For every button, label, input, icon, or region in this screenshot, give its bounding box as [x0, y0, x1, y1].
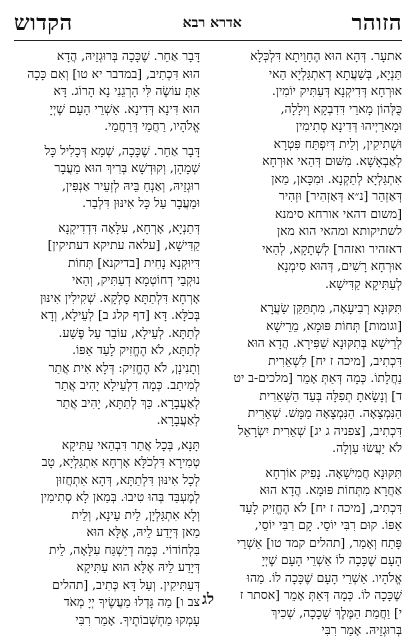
text-line: נוּקְבֵי דְחוֹטְמָא דְעַתִּיק, וְהַאי — [72, 273, 200, 287]
text-line: הַנִּמְצָאָה. הַנִּמְצָאָה מַמָּשׁ. שְׁאֵרִית — [247, 406, 402, 420]
text-line: דְּיָדַע לֵיהּ אֶלָּא הוּא עַתִּיקָא — [76, 560, 200, 574]
running-header — [14, 6, 402, 41]
text-line: כֻּלְּהוֹן מָארֵי דִּדִבְקָא וְיִלָלָה, — [280, 101, 402, 116]
text-line: י] וַחֲמַת הַמֶּלֶךְ שָׁכָכָה, שְׁכִיךְ — [271, 605, 402, 620]
text-line: דִּיוּקְנָא נָחִית [בדיקנא] תְּחוֹת — [67, 255, 200, 270]
text-line: אוּרְחָא רָשִׁים, דְּהוּא סִימְנָא — [277, 259, 402, 273]
left-column — [14, 48, 200, 627]
text-line: בִּלְחוֹדוֹי. כְּמָה דְיַשְׁגַּח עִלָּאָה, לֵית — [48, 542, 200, 557]
text-line: אֱלֹהָיו, רַחֲמֵי דְּרַחֲמֵי. — [104, 119, 200, 133]
section-name: אדרא רבא — [182, 14, 242, 31]
text-line: צב ו] מַה גָּדְלוּ מַעֲשֶׂיךָ יְיָ מְאֹד — [63, 595, 200, 609]
text-line: ד] וְנָשָׂאתָ תְפִלָּה בְּעַד הַשְּׁאֵרִית — [259, 388, 402, 403]
text-line: אִתְגַּלְיָא לְתַקְנָא. וּמִכָּאן, מַאן — [271, 171, 402, 186]
text-line: תָּנָא, בְּכָל אֲתַר דִּבְהַאי עַתִּיקָא — [61, 437, 200, 452]
text-line: וּמָארַיְיהוּ דְּדִינָא סְתִימִין — [295, 119, 402, 133]
text-line: דָּבָר אַחֵר. שֶׁכָּכָה בְּרוּגְזֵיהּ, הֲדָא — [56, 49, 200, 63]
left-column-paragraph — [14, 220, 200, 430]
text-line: לְתַתָּא. לְעֵילָא, עוֹבֵר עַל פֶּשַׁע. — [58, 325, 200, 340]
text-line: וְלָא אִתְגַּלְיָן, לֵית עֵינָא, וְלֵית — [71, 507, 200, 522]
text-line: אָרְחָא דִּלְתַתָּא סָלְקָא. שְׁקִילִין אִינּוּן — [40, 290, 200, 305]
text-line: דִּכְתִיב, [מיכה ז יח] לִשְׁאֵרִית — [268, 353, 402, 368]
text-line: שֶׁכָּכָה לוֹ. כְּמָה דְּאַתְּ אָמֵר [אסתר ז — [239, 588, 402, 602]
text-line: לשתיקותא ומהאי הוא מאן — [276, 224, 402, 238]
text-line: דְּתַנְיָא, אָרְחָא, עִלָּאָה דִּדְדִיקְנָא — [58, 220, 200, 235]
text-line: דְּאַזְהַר [נ״א דְּאַזְהִיר] וּזְהִיר — [278, 189, 402, 203]
text-line: אַפּוֹ. קוּם רִבִּי יוֹסֵי. קָם רִבִּי יוֹסֵי, — [254, 518, 402, 532]
text-line: לְכָל אִינּוּן דִּלְתַתָּא, דְּהָא אִתְחֲזוּן — [55, 472, 200, 487]
text-line: תִּקּוּנָא רְבִיעָאָה, מִתְתַּקַּן שַׂעֲרָא — [260, 301, 402, 315]
text-line: לְאַעֲבָרָא. כַּךְ לְתַתָּא, יָהִיב אֲתַר — [56, 395, 200, 410]
text-line: לְמֶעְבַּד בְּהוּ טִיבוּ. בְּמַאן לָא סְתִימִין — [40, 490, 200, 504]
page-number: לג — [202, 590, 214, 608]
text-line: תִּקּוּנָא חֲמִישָׁאָה. נָפִיק אוֹרְחָא — [265, 465, 402, 480]
text-line: לֹא יַעֲשׂוּ עַוְלָה. — [332, 441, 402, 455]
text-line: אתעָר. דְּהָא הוּא הֶחָוֵיתָא דִּלְכְּלָא — [250, 49, 402, 63]
text-line: הוּא דִּינָא דְּדִינָא. אַשְׁרֵי הָעָם שֶׁיְיָ — [49, 101, 200, 116]
right-column-paragraph — [216, 465, 402, 640]
book-title: הקדוש — [14, 10, 73, 36]
text-line: לְעַתִּיקָא קַדִּישָׁא. — [324, 276, 402, 291]
text-line: אוּרְחָא דְּדִיקְנָא דְּעַתִּיק יוֹמִין. — [271, 84, 402, 98]
text-line: תַּנְיָא, בְּשַׁעֲתָא דְאִתְגַּלְיָא הַאי — [268, 66, 402, 81]
text-line: אַחֲרָא מִתְּחוֹת פּוּמָא. הֲדָא הוּא — [259, 483, 402, 497]
text-line: דִּכְתִיב, [מיכה ז יח] לֹא הֶחֱזִיק לָעַד — [239, 500, 402, 515]
text-line: אֱלֹהָיו. אַשְׁרֵי הָעָם שֶׁכָּכָה לוֹ. מַהוּ — [246, 570, 402, 585]
right-column — [216, 48, 402, 637]
text-line: לְאַבְאָשָׁא. מִשּׁוּם דְּהַאי אוּרְחָא — [262, 154, 402, 168]
text-line: וּמַעֲבָר עַל כָּל אִינּוּן דִּלְבַר. — [82, 196, 200, 210]
text-line: רוּגְזֵיהּ, וְאַנְחַ בֵּיהּ לְזְעֵיר אַנְפִּין, — [61, 178, 200, 193]
text-line: [וגומות] תְּחוֹת פּוּמָא, מֵרֵישָׁא — [266, 318, 402, 333]
text-line: וּשְׁתִיקִין, וְלֵית דְּיִפְתַּח פִּטְרָא — [273, 136, 402, 151]
right-column-paragraph — [216, 48, 402, 293]
text-line: מַאן דְּיָדַע לֵיהּ, אֶלָּא הוּא — [86, 525, 200, 539]
text-line: דִּכְתִיב, [צפניה ג יג] שְׁאֵרִית יִשְׂרָאֵל — [237, 423, 402, 438]
text-line: קַדִּישָׁא, [עלאה עתיקא דעתיקין] — [47, 238, 200, 252]
text-line: דָּבָר אַחֵר. שֶׁכָּכָה, שְׁמָא דְּכָלִיל כָּל — [44, 143, 200, 158]
text-line: הָעָם שֶׁכָּכָה לוֹ אַשְׁרֵי הָעָם שֶׁיְיָ — [261, 553, 402, 567]
text-line: וְתָנִינָן, לֹא הֶחֱזִיק: דְּלָא אִית אֲתַר — [48, 360, 200, 375]
book-name: הזוהר — [351, 10, 402, 36]
right-column-paragraph — [216, 300, 402, 458]
text-columns — [14, 48, 402, 637]
text-line: הוּא דִּכְתִיב, [במדבר יא טו] וְאִם כָּכָה — [27, 66, 200, 81]
text-line: טְמִירָא דִּלְכֹלָּא אָרְחָא אִתְגַּלְיָא, טָב — [41, 455, 200, 469]
text-line: נַחֲלָתוֹ. כְּמָה דְּאַתְּ אָמֵר [מלכים-ב יט — [233, 371, 402, 385]
text-line: לְמִיתַב. כְּמָה דִלְעֵילָא יָהִיב אֲתַר — [55, 378, 200, 392]
text-line: [משום דהאי אורחא סימנא — [274, 206, 402, 221]
text-line: בְּרוּגְזֵיהּ. אָמַר רִבִּי — [321, 623, 402, 637]
text-line: בְּכֹלָּא. דָּא [דף קלג ב] לְעֵילָא, וְדָא — [40, 308, 200, 322]
text-line: לְאַעֲבָרָא. — [156, 413, 200, 427]
left-column-paragraph — [14, 48, 200, 136]
text-line: לְרֵישָׁא בְּתִקּוּנָא שַׁפִּירָא. הֲדָא הוּא — [247, 336, 402, 350]
text-line: אַתְּ עוֹשֶׂה לִּי הָרְגֵנִי נָא הָרוֹג. דָּא — [53, 84, 200, 98]
text-line: פָּתַח וְאָמַר, [תהלים קמד טו] אַשְׁרֵי — [236, 535, 402, 550]
text-line: עָמְקוּ מַחְשְׁבוֹתֶיךָ. אָמַר רִבִּי — [75, 612, 200, 627]
text-line: לְתַתָּא, לֹא הֶחֱזִיק לָעַד אַפּוֹ. — [72, 343, 200, 357]
text-line: שְׁמָהָן, וְקוּדְשָׁא בְּרִיךְ הוּא מַעֲבָר — [54, 161, 200, 175]
left-column-paragraph — [14, 143, 200, 213]
text-line: דְּעַתִּיקִין. וְעַל דָּא כְּתִיב, [תהלים — [52, 577, 200, 592]
text-line: דאזהיר ואזהר] לְשְׁתָקָא, לְהַאי — [262, 241, 402, 256]
